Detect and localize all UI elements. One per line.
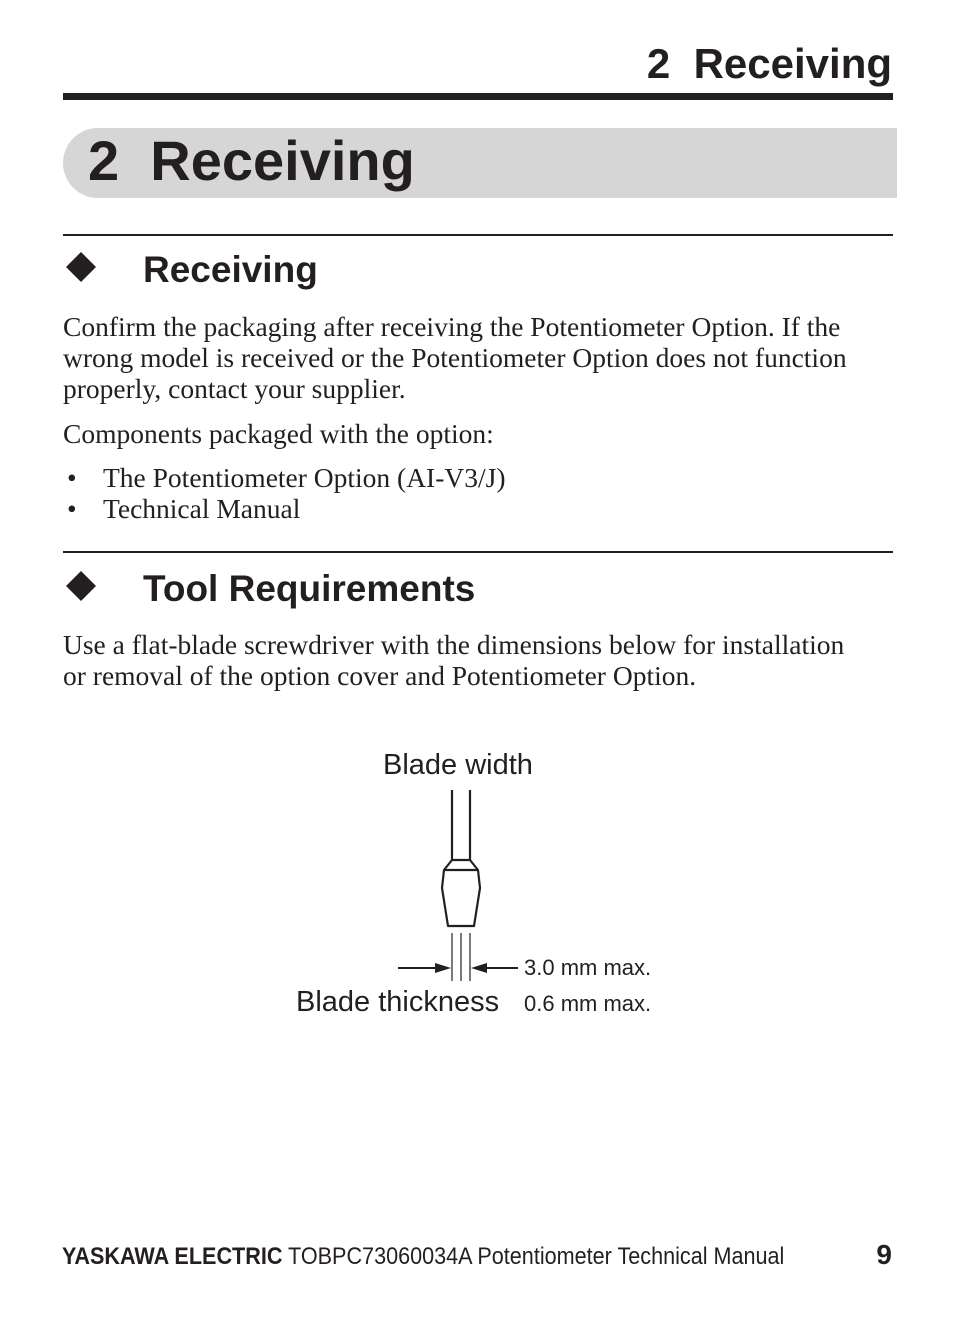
section-rule-tools bbox=[63, 551, 893, 553]
footer-doc-title: TOBPC73060034A Potentiometer Technical Manual bbox=[282, 1243, 785, 1270]
components-list bbox=[63, 462, 505, 524]
footer-brand: YASKAWA ELECTRIC bbox=[62, 1243, 283, 1270]
blade-thickness-label: Blade thickness bbox=[296, 986, 500, 1018]
receiving-paragraph: Confirm the packaging after receiving the Potentiometer Option. If the wrong model is received or the Potentiometer Option does not function properly, contact your supplier. bbox=[63, 311, 847, 404]
blade-thickness-spec: 0.6 mm max. bbox=[524, 991, 652, 1016]
section-title-tool-requirements: Tool Requirements bbox=[143, 568, 476, 609]
diamond-bullet-icon bbox=[66, 571, 96, 601]
tool-requirements-paragraph: Use a flat-blade screwdriver with the dimensions below for installation or removal of the option cover and Potentiometer Option. bbox=[63, 629, 845, 691]
bullet-dot-icon: • bbox=[67, 462, 77, 493]
blade-width-label: Blade width bbox=[383, 749, 533, 781]
list-item-text: Technical Manual bbox=[103, 493, 301, 524]
section-rule-receiving bbox=[63, 234, 893, 236]
list-item bbox=[63, 493, 505, 524]
screwdriver-diagram bbox=[390, 788, 530, 988]
page-number: 9 bbox=[876, 1239, 892, 1270]
blade-width-spec: 3.0 mm max. bbox=[524, 955, 652, 980]
list-item bbox=[63, 462, 505, 493]
running-header-title: 2 Receiving bbox=[646, 40, 892, 87]
header-rule bbox=[63, 93, 893, 100]
section-title-receiving: Receiving bbox=[143, 249, 318, 290]
diamond-bullet-icon bbox=[66, 252, 96, 282]
list-item-text: The Potentiometer Option (AI-V3/J) bbox=[103, 462, 506, 493]
footer-doc-info bbox=[62, 1243, 784, 1271]
chapter-title: 2 Receiving bbox=[88, 129, 415, 192]
bullet-dot-icon: • bbox=[67, 493, 77, 524]
components-intro: Components packaged with the option: bbox=[63, 418, 494, 449]
